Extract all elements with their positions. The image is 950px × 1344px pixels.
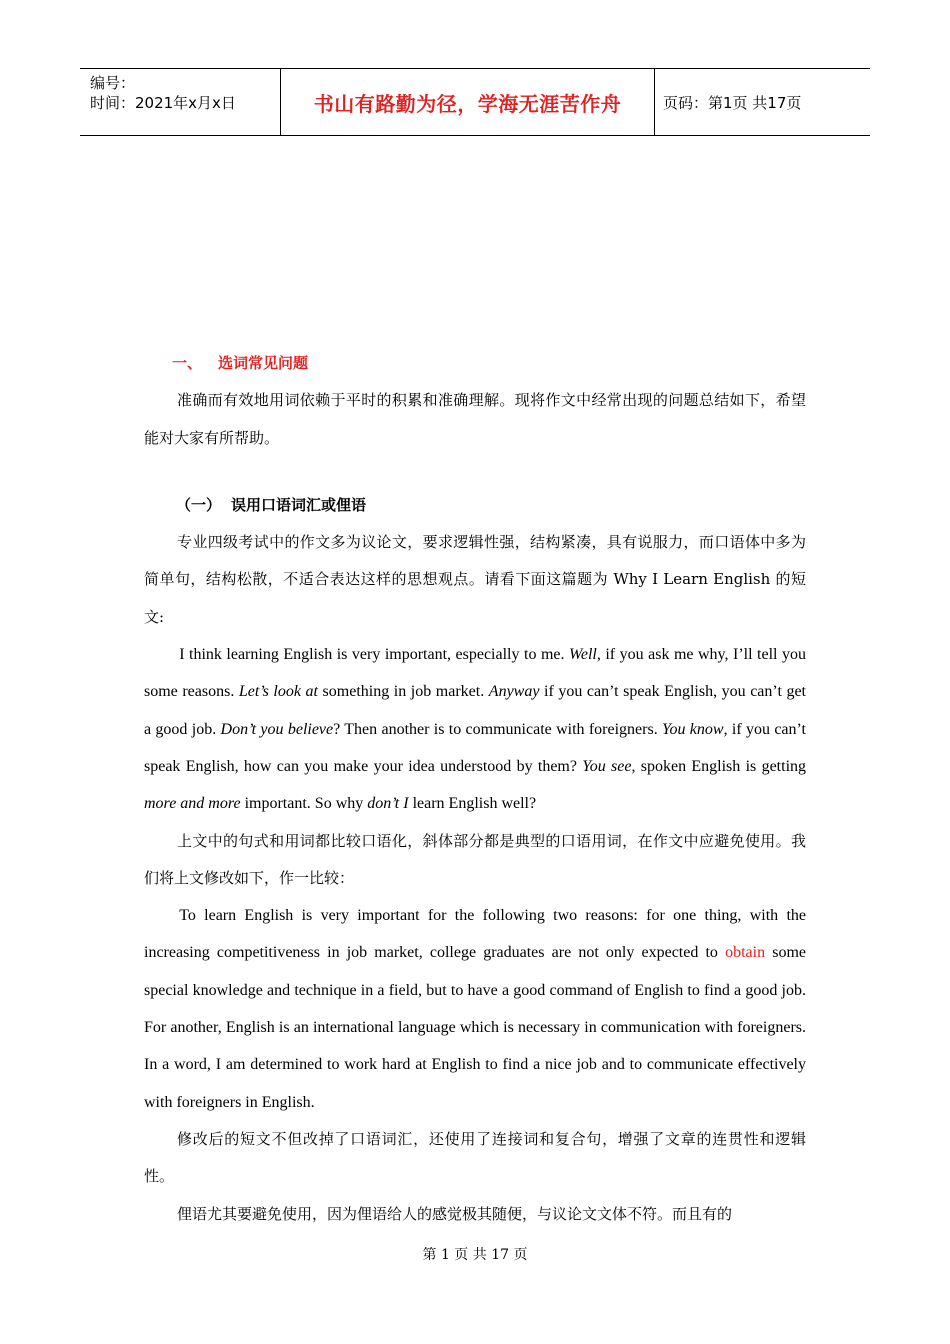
page-footer: 第 1 页 共 17 页 — [422, 1247, 528, 1263]
time-label: 时间：2021年x月x日 — [90, 94, 236, 112]
section-intro: 准确而有效地用词依赖于平时的积累和准确理解。现将作文中经常出现的问题总结如下，希望能对大家有所帮助。 — [144, 391, 806, 447]
paragraph-4: 俚语尤其要避免使用，因为俚语给人的感觉极其随便，与议论文文体不符。而且有的 — [177, 1204, 733, 1223]
section-heading — [144, 345, 806, 382]
header-meta — [80, 69, 281, 135]
highlight-word: obtain — [725, 944, 766, 962]
section-number: 一、 — [172, 354, 203, 372]
paragraph-2: 上文中的句式和用词都比较口语化，斜体部分都是典型的口语用词，在作文中应避免使用。我们将上文修改如下，作一比较： — [144, 831, 806, 887]
page-header — [80, 68, 870, 136]
paragraph-3: 修改后的短文不但改掉了口语词汇，还使用了连接词和复合句，增强了文章的连贯性和逻辑性。 — [144, 1129, 806, 1186]
section-title: 选词常见问题 — [218, 354, 309, 372]
sample-essay: I think learning English is very important, especially to me. Well, if you ask me why, I’ll tell you some reasons. Let’s look at something in job market. Anyway if you can’t speak English, you can’t get a good job. Don’t you believe? Then another is to communicate with foreigners. You know, if you can’t speak English, how can you make your idea understood by them? You see, spoken English is getting more and more important. So why don’t I learn English well? — [144, 646, 807, 813]
subsection-title: 误用口语词汇或俚语 — [231, 495, 367, 514]
subsection-heading — [144, 487, 806, 524]
subsection-number: （一） — [176, 495, 222, 514]
header-motto: 书山有路勤为径，学海无涯苦作舟 — [281, 69, 655, 135]
document-body — [144, 345, 806, 1233]
header-page-label: 页码：第1页 共17页 — [663, 93, 802, 112]
paragraph-1: 专业四级考试中的作文多为议论文，要求逻辑性强，结构紧凑，具有说服力，而口语体中多为简单句，结构松散，不适合表达这样的思想观点。请看下面这篇题为 Why I Learn English 的短文: — [144, 533, 806, 626]
revised-essay: To learn English is very important for the following two reasons: for one thing, with the increasing competitiveness in job market, college graduates are not only expected to obtain some special knowledge and technique in a field, but to have a good command of English to find a good job. For another, English is an international language which is necessary in communication with foreigners. In a word, I am determined to work hard at English to find a nice job and to communicate effectively with foreigners in English. — [144, 907, 806, 1111]
number-label: 编号： — [90, 74, 136, 92]
